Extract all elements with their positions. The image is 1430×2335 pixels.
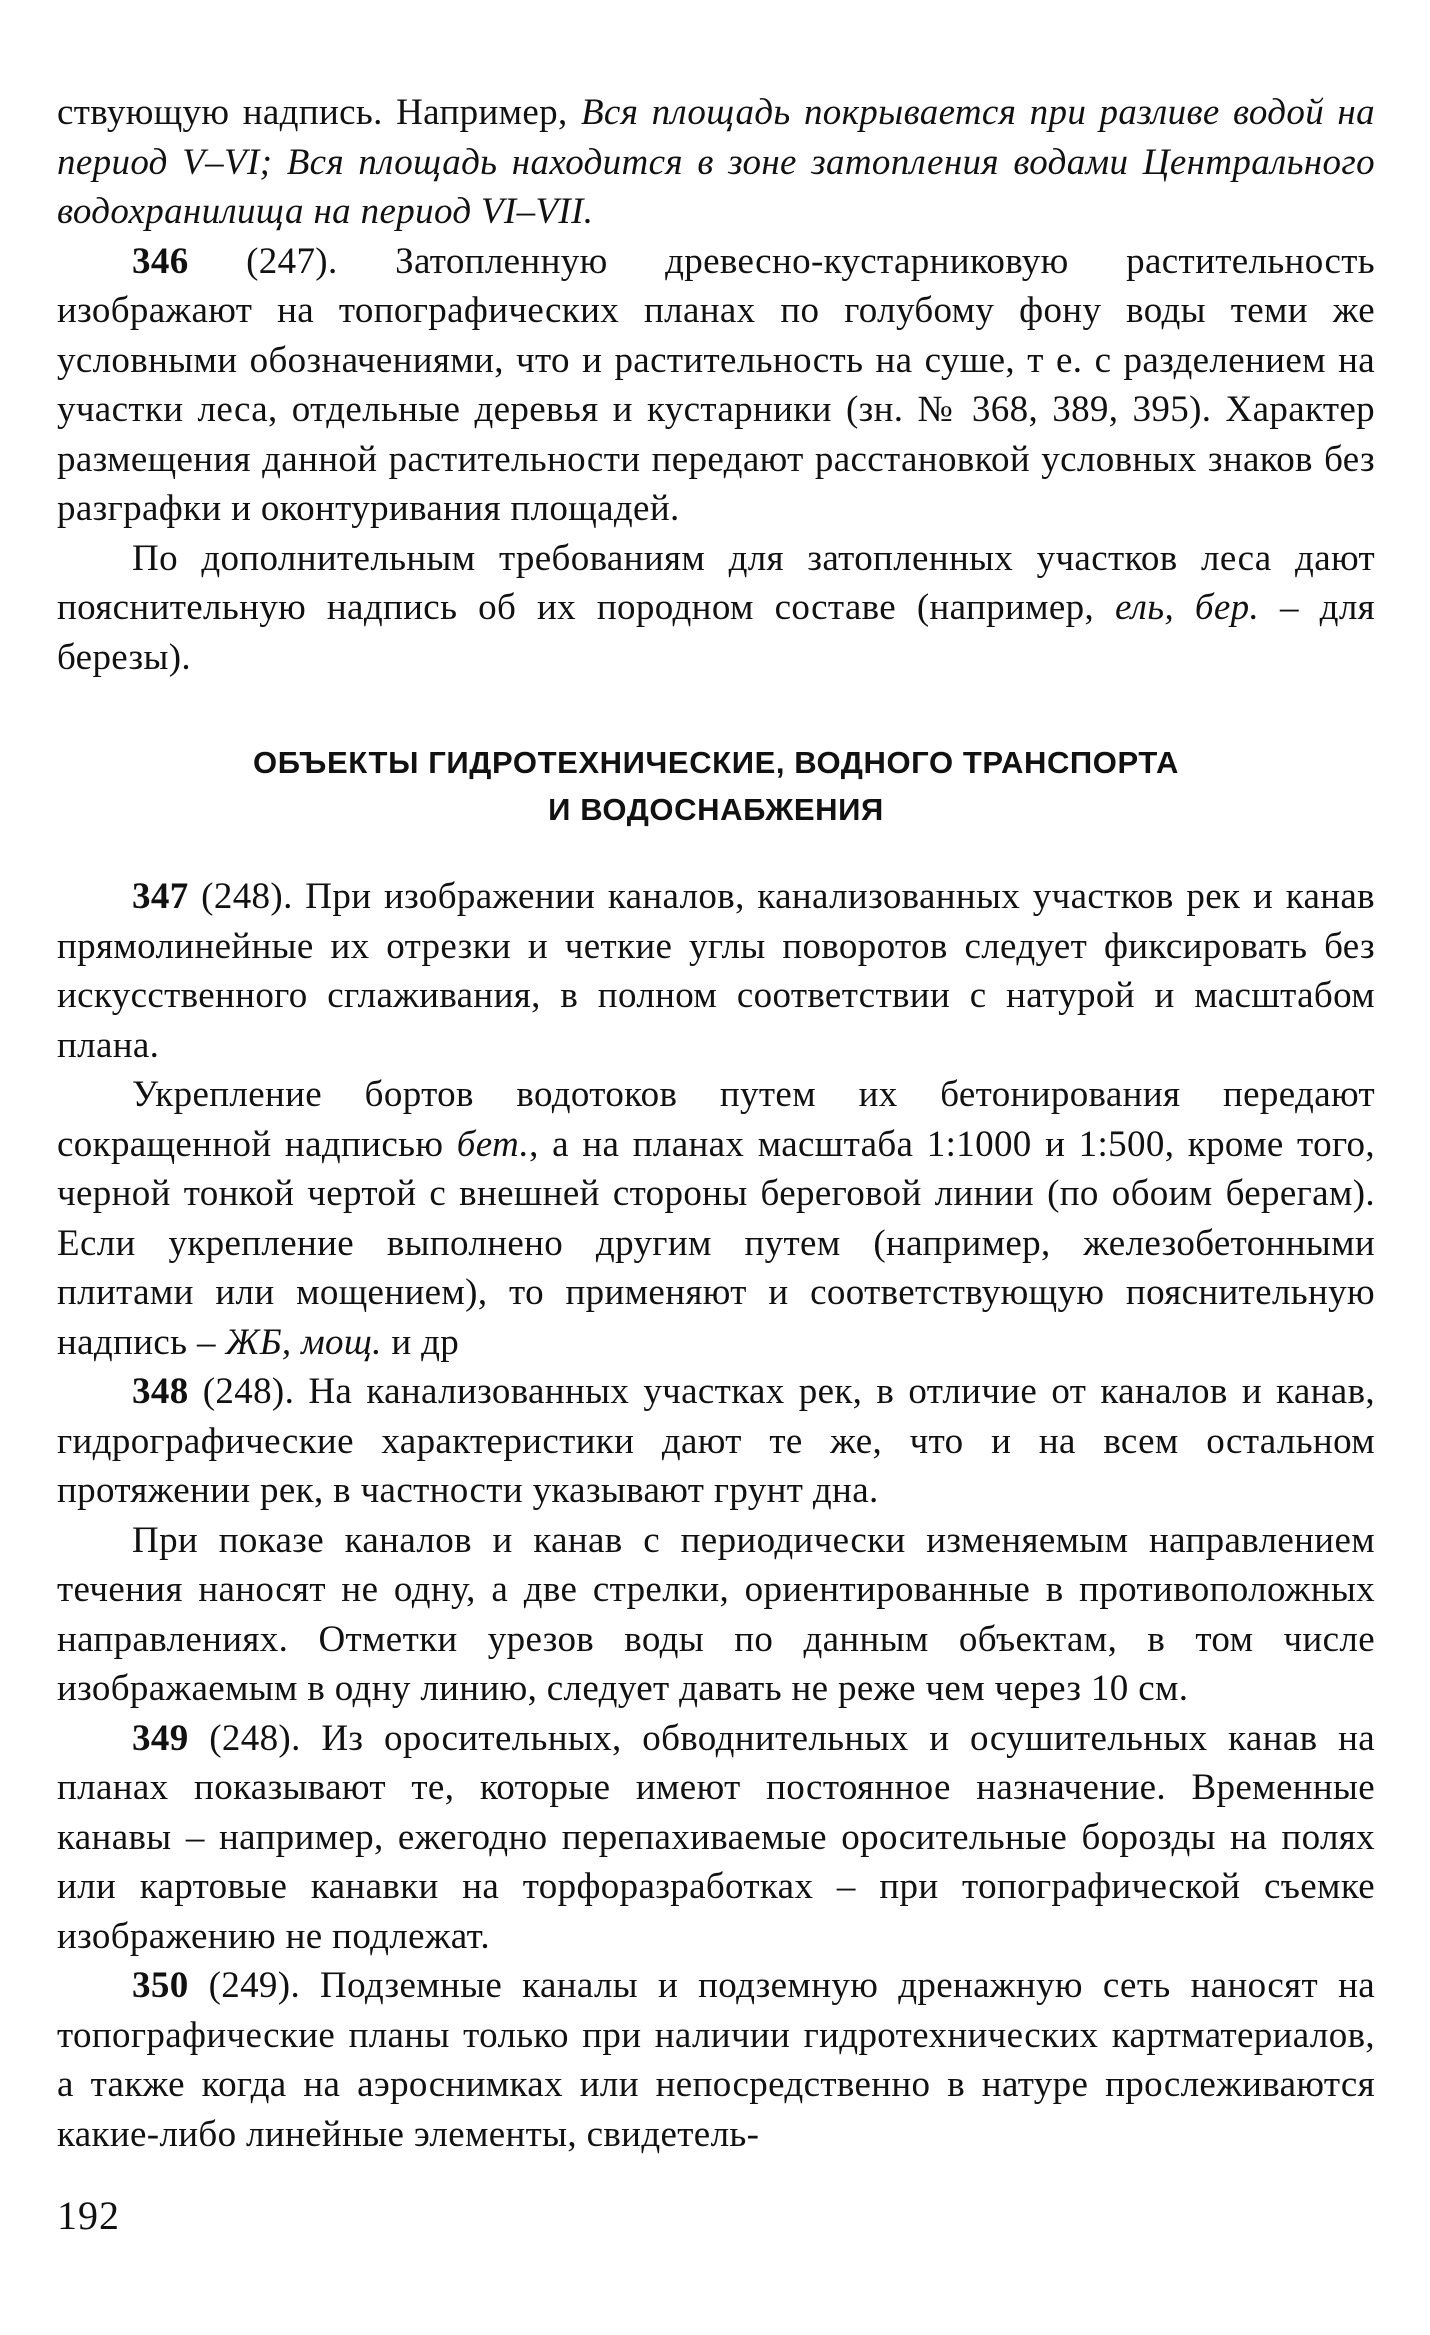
text-span: Укрепление бортов водотоков путем их бетонирования передают сокращенной надписью [57, 1074, 1375, 1165]
section-heading [57, 739, 1375, 833]
paragraph-text: (248). На канализованных участках рек, в отличие от каналов и канав, гидрографические характеристики дают те же, что и на всем остальном протяжении рек, в частности указывают грунт дна. [57, 1371, 1375, 1511]
paragraph-number: 346 [132, 240, 189, 282]
example-italic: Вся площадь покрывается при разливе водой на период V–VI; Вся площадь находится в зоне затопления водами Центрального водохранилища на период VI–VII. [57, 92, 1375, 232]
paragraph-text: (248). При изображении каналов, канализованных участков рек и канав прямолинейные их отрезки и четкие углы поворотов следует фиксировать без искусственного сглаживания, в полном соответствии с натурой и масштабом плана. [57, 876, 1375, 1066]
paragraph-text: (247). Затопленную древесно-кустарниковую растительность изображают на топографических планах по голубому фону воды теми же условными обозначениями, что и растительность на суше, т е. с разделением на участки леса, отдельные деревья и кустарники (зн. № 368, 389, 395). Характер размещения данной растительности передают расстановкой условных знаков без разграфки и оконтуривания площадей. [57, 240, 1375, 529]
paragraph-continuation [57, 88, 1375, 237]
paragraph-346 [57, 237, 1375, 534]
paragraph-number: 350 [132, 1965, 189, 2006]
section-heading-line-1: ОБЪЕКТЫ ГИДРОТЕХНИЧЕСКИЕ, ВОДНОГО ТРАНСПОРТА [253, 745, 1179, 780]
page-content [57, 88, 1375, 2159]
paragraph-number: 347 [132, 876, 189, 917]
paragraph-347-additional [57, 1070, 1375, 1367]
text-span: и др [381, 1321, 460, 1363]
text-span: , а на планах масштаба 1:1000 и 1:500, кроме того, черной тонкой чертой с внешней стороны береговой линии (по обоим берегам). Если укрепление выполнено другим путем (например, железобетонными плитами или мощением), то применяют и соответствующую пояснительную надпись – [57, 1123, 1375, 1363]
paragraph-number: 349 [132, 1717, 189, 1759]
text-span: По дополнительным требованиям для затопленных участков леса дают пояснительную надпись об их породном составе (например, [57, 537, 1375, 628]
paragraph-text: При показе каналов и канав с периодически изменяемым направлением течения наносят не одну, а две стрелки, ориентированные в противоположных направлениях. Отметки урезов воды по данным объектам, в том числе изображаемым в одну линию, следует давать не реже чем через 10 см. [57, 1519, 1375, 1709]
section-heading-line-2: И ВОДОСНАБЖЕНИЯ [548, 792, 884, 827]
abbreviation-italic: ЖБ, мощ. [225, 1321, 382, 1363]
paragraph-text: (248). Из оросительных, обводнительных и осушительных канав на планах показывают те, которые имеют постоянное назначение. Временные канавы – например, ежегодно перепахиваемые оросительные борозды на полях или картовые канавки на торфоразработках – при топографической съемке изображению не подлежат. [57, 1717, 1375, 1957]
page-number: 192 [57, 2193, 120, 2238]
paragraph-348 [57, 1367, 1375, 1516]
paragraph-348-additional [57, 1516, 1375, 1714]
abbreviation-italic: бет. [456, 1123, 530, 1165]
paragraph-347 [57, 872, 1375, 1070]
text-span: – для березы). [57, 587, 1376, 678]
paragraph-350 [57, 1961, 1375, 2159]
paragraph-number: 348 [132, 1371, 189, 1412]
example-italic: ель, бер. [1114, 587, 1260, 628]
paragraph-346-additional [57, 534, 1375, 683]
paragraph-349 [57, 1714, 1375, 1962]
text-span: ствующую надпись. Например, [57, 92, 581, 133]
paragraph-text: (249). Подземные каналы и подземную дренажную сеть наносят на топографические планы только при наличии гидротехнических картматериалов, а также когда на аэроснимках или непосредственно в натуре прослеживаются какие-либо линейные элементы, свидетель- [57, 1965, 1375, 2155]
